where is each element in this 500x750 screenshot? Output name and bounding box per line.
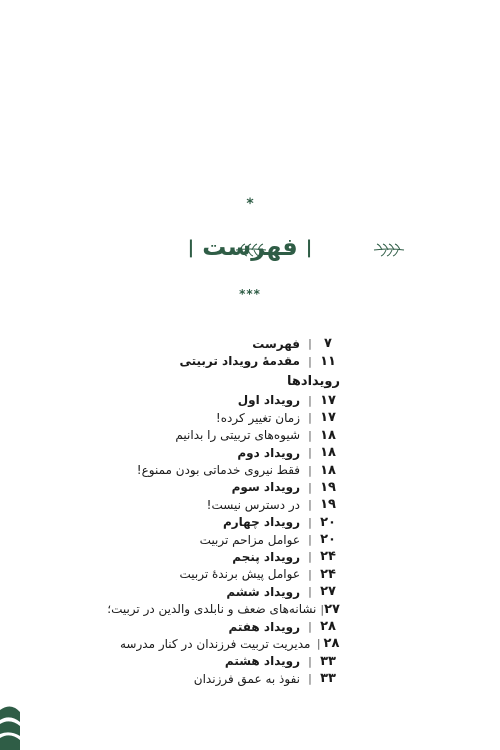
toc-separator: | [308,393,312,407]
toc-row[interactable] [120,392,340,409]
toc-row[interactable] [120,618,340,635]
toc-page-number: ۲۸ [323,636,340,652]
toc-entry-title: در دسترس نیست! [206,497,300,512]
toc-page-number: ۱۸ [320,462,336,478]
toc-row[interactable] [120,444,340,461]
toc-separator: | [308,567,312,581]
toc-row[interactable] [120,635,340,652]
toc-entry-title: عوامل مزاحم تربیت [199,532,300,547]
toc-page-number: ۱۹ [320,479,336,495]
toc-page-number: ۱۹ [320,497,336,513]
toc-page-number: ۱۱ [320,353,336,369]
toc-page-number: ۳۳ [320,671,336,687]
toc-separator: | [308,498,312,512]
top-star-mark: * [246,196,254,212]
toc-page-number: ۱۸ [320,427,336,443]
toc-entry-title: مدیریت تربیت فرزندان در کنار مدرسه [120,636,311,651]
toc-entry-title: مقدمهٔ رویداد تربیتی [179,354,300,369]
toc-entry-title: شیوه‌های تربیتی را بدانیم [175,428,300,443]
toc-entry-title: رویداد هفتم [228,619,300,634]
toc-entry-title: نفوذ به عمق فرزندان [193,671,300,686]
toc-entry-title: فهرست [252,336,300,351]
toc-separator: | [308,672,312,686]
toc-page-number: ۳۳ [320,653,336,669]
toc-separator: | [308,620,312,634]
decorative-stars: *** [239,287,261,301]
publisher-logo-icon [0,700,22,750]
toc-entry-title: نشانه‌های ضعف و نابلدی والدین در تربیت؛ [107,602,317,617]
heading-bar-left: | [187,236,195,258]
toc-page-number: ۲۷ [324,601,340,617]
toc-entry-title: عوامل پیش برندهٔ تربیت [179,567,300,582]
toc-row[interactable] [120,531,340,548]
toc-separator: | [308,533,312,547]
toc-separator: | [308,463,312,477]
toc-row[interactable] [120,548,340,565]
toc-row[interactable] [107,600,340,617]
toc-entry-title: رویداد ششم [226,584,300,599]
toc-row[interactable] [120,583,340,600]
toc-page-number: ۱۸ [320,445,336,461]
toc-entry-title: رویداد پنجم [232,549,300,564]
toc-separator: | [320,602,325,616]
toc-separator: | [308,480,312,494]
toc-separator: | [308,411,312,425]
toc-separator: | [308,585,312,599]
toc-heading-title: فهرست [202,233,298,261]
toc-page-number: ۲۴ [320,549,336,565]
toc-row[interactable] [120,653,340,670]
toc-row[interactable] [120,427,340,444]
toc-row[interactable] [120,670,340,687]
toc-row[interactable] [120,352,340,369]
toc-section-title: رویدادها [287,373,340,389]
toc-entry-title: رویداد هشتم [224,654,300,669]
toc-page-number: ۷ [324,336,332,352]
toc-row[interactable] [120,461,340,478]
toc-separator: | [308,446,312,460]
toc-row[interactable] [120,479,340,496]
toc-entry-title: فقط نیروی خدماتی بودن ممنوع! [136,463,300,478]
toc-separator: | [316,637,321,651]
toc-page-number: ۱۷ [320,392,336,408]
toc-page-number: ۲۰ [320,514,336,530]
leaf-sprig-right-icon [372,238,406,264]
toc-entry-title: زمان تغییر کرده! [215,410,300,425]
toc-row[interactable] [120,566,340,583]
toc-entry-title: رویداد سوم [231,480,300,495]
toc-page-number: ۲۷ [320,584,336,600]
toc-entry-title: رویداد چهارم [222,515,300,530]
toc-separator: | [308,354,312,368]
toc-row[interactable] [120,514,340,531]
toc-heading [150,230,350,264]
toc-separator: | [308,654,312,668]
toc-separator: | [308,337,312,351]
toc-row[interactable] [120,496,340,513]
toc-page-number: ۱۷ [320,410,336,426]
toc-entry-title: رویداد اول [237,393,300,408]
toc-page-number: ۲۴ [320,566,336,582]
table-of-contents [107,335,340,687]
heading-bar-right: | [305,236,313,258]
toc-entry-title: رویداد دوم [237,445,300,460]
toc-separator: | [308,428,312,442]
toc-row[interactable] [120,335,340,352]
toc-page-number: ۲۸ [320,619,336,635]
toc-separator: | [308,550,312,564]
toc-row[interactable] [120,409,340,426]
toc-separator: | [308,515,312,529]
toc-page-number: ۲۰ [320,532,336,548]
